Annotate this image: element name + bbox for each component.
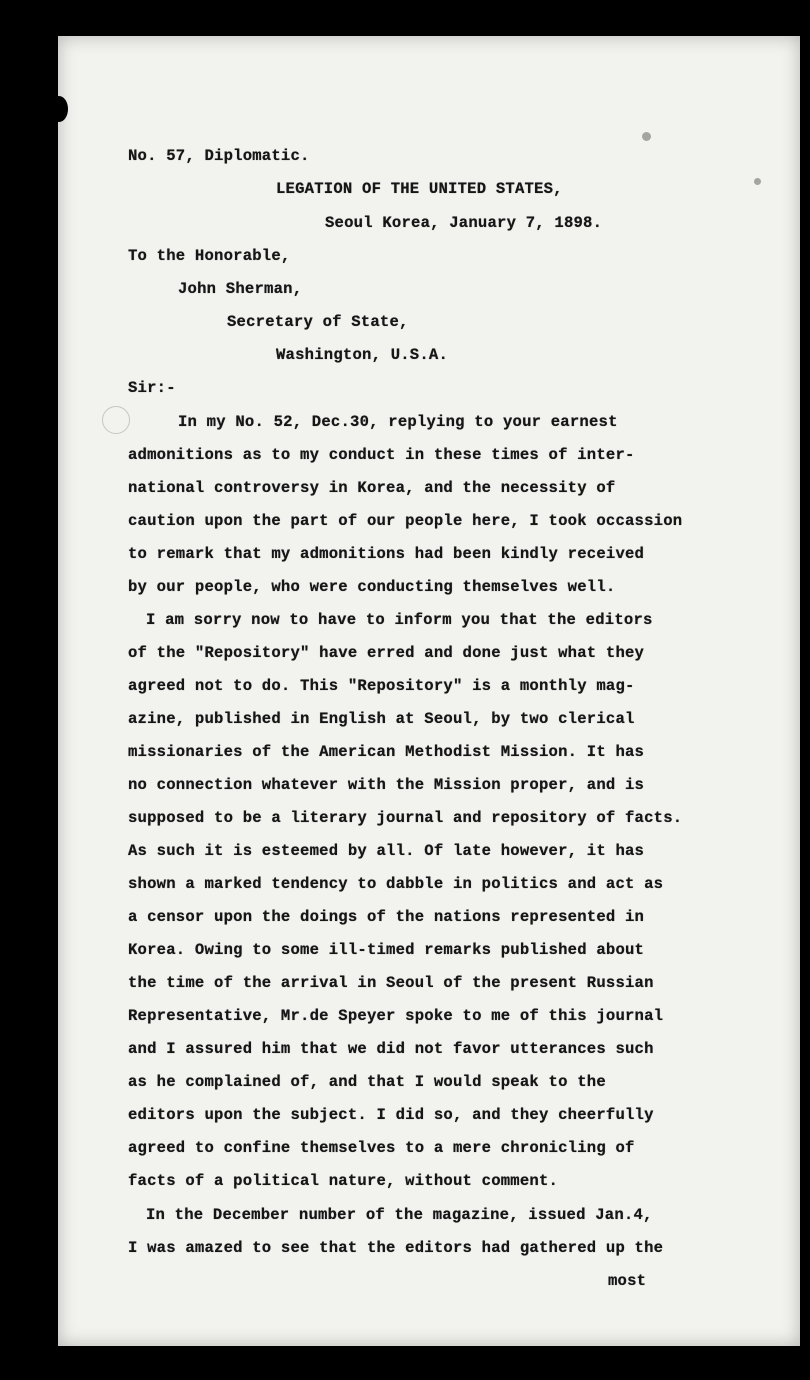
ink-speck	[754, 178, 761, 185]
body-line: of the "Repository" have erred and done just what they	[128, 644, 645, 662]
body-line: no connection whatever with the Mission proper, and is	[128, 776, 645, 794]
stain-mark	[102, 406, 130, 434]
body-line: facts of a political nature, without comment.	[128, 1172, 559, 1190]
body-line: to remark that my admonitions had been kindly received	[128, 545, 645, 563]
greeting: Sir:-	[128, 379, 176, 397]
ink-speck	[642, 132, 651, 141]
body-line: In my No. 52, Dec.30, replying to your earnest	[178, 413, 618, 431]
addressee-title: Secretary of State,	[227, 313, 409, 331]
body-line: I was amazed to see that the editors had gathered up the	[128, 1239, 664, 1257]
body-line: as he complained of, and that I would speak to the	[128, 1073, 606, 1091]
body-line: I am sorry now to have to inform you that the editors	[146, 611, 653, 629]
body-line: supposed to be a literary journal and repository of facts.	[128, 809, 683, 827]
body-line: admonitions as to my conduct in these times of inter-	[128, 446, 635, 464]
body-line: agreed not to do. This "Repository" is a monthly mag-	[128, 677, 635, 695]
addressee-location: Washington, U.S.A.	[276, 346, 449, 364]
body-line: azine, published in English at Seoul, by two clerical	[128, 710, 635, 728]
body-line: Representative, Mr.de Speyer spoke to me of this journal	[128, 1007, 664, 1025]
body-line: and I assured him that we did not favor utterances such	[128, 1040, 654, 1058]
body-line: shown a marked tendency to dabble in politics and act as	[128, 875, 664, 893]
body-line: agreed to confine themselves to a mere chronicling of	[128, 1139, 635, 1157]
body-line: In the December number of the magazine, issued Jan.4,	[146, 1206, 653, 1224]
body-line: editors upon the subject. I did so, and they cheerfully	[128, 1106, 654, 1124]
body-line: by our people, who were conducting themselves well.	[128, 578, 616, 596]
body-line: Korea. Owing to some ill-timed remarks published about	[128, 941, 645, 959]
addressee-name: John Sherman,	[178, 280, 303, 298]
place-date: Seoul Korea, January 7, 1898.	[325, 214, 603, 232]
body-line: caution upon the part of our people here, I took occassion	[128, 512, 683, 530]
body-line: the time of the arrival in Seoul of the present Russian	[128, 974, 654, 992]
body-line: As such it is esteemed by all. Of late however, it has	[128, 842, 645, 860]
punch-hole	[50, 96, 68, 122]
letterhead: LEGATION OF THE UNITED STATES,	[276, 180, 563, 198]
body-line: a censor upon the doings of the nations represented in	[128, 908, 645, 926]
document-page	[58, 36, 800, 1346]
body-line: national controversy in Korea, and the necessity of	[128, 479, 616, 497]
salutation-to: To the Honorable,	[128, 247, 291, 265]
body-line: missionaries of the American Methodist Mission. It has	[128, 743, 645, 761]
dispatch-number: No. 57, Diplomatic.	[128, 147, 310, 165]
catchword: most	[608, 1272, 647, 1290]
